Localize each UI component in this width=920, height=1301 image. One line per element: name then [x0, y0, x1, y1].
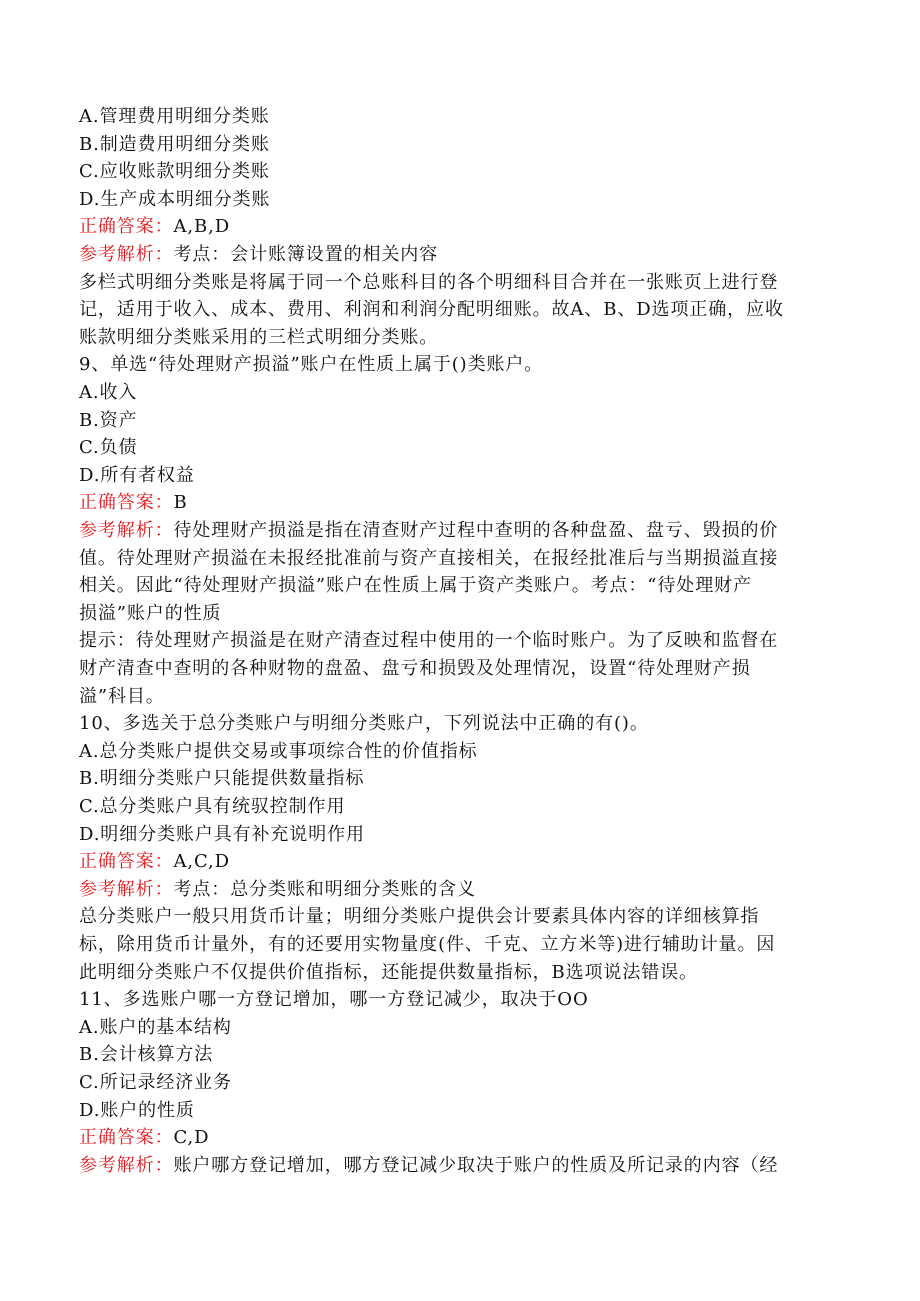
- answer-label: 参考解析：: [79, 1154, 174, 1176]
- line-text: 相关。因此“待处理财产损溢”账户在性质上属于资产类账户。考点：“待处理财产: [79, 575, 752, 597]
- answer-line: [79, 1124, 839, 1152]
- text-line: [79, 1097, 839, 1125]
- line-text: A.总分类账户提供交易或事项综合性的价值指标: [79, 740, 478, 762]
- text-line: [79, 931, 839, 959]
- answer-line: [79, 517, 839, 545]
- text-line: [79, 545, 839, 573]
- text-line: [79, 269, 839, 297]
- answer-label: 参考解析：: [79, 878, 174, 900]
- text-line: [79, 351, 839, 379]
- text-line: [79, 821, 839, 849]
- line-text: 待处理财产损溢是指在清查财产过程中查明的各种盘盈、盘亏、毁损的价: [173, 520, 779, 541]
- text-line: [79, 793, 839, 821]
- line-text: A.管理费用明细分类账: [79, 106, 270, 127]
- line-text: 溢”科目。: [79, 685, 165, 707]
- line-text: A,B,D: [173, 216, 231, 238]
- line-text: 标，除用货币计量外，有的还要用实物量度(件、千克、立方米等)进行辅助计量。因: [79, 934, 776, 955]
- line-text: D.所有者权益: [79, 464, 195, 486]
- answer-line: [79, 876, 839, 904]
- text-line: [79, 1041, 839, 1069]
- text-line: [79, 903, 839, 931]
- line-text: A.收入: [79, 382, 138, 403]
- line-text: D.账户的性质: [79, 1099, 195, 1121]
- line-text: D.生产成本明细分类账: [79, 188, 271, 210]
- line-text: 账款明细分类账采用的三栏式明细分类账。: [79, 326, 439, 348]
- line-text: C.应收账款明细分类账: [79, 161, 270, 183]
- text-line: [79, 959, 839, 987]
- line-text: B: [173, 492, 188, 514]
- text-line: [79, 738, 839, 766]
- line-text: 记，适用于收入、成本、费用、利润和利润分配明细账。故A、B、D选项正确，应收: [79, 299, 784, 321]
- line-text: C.总分类账户具有统驭控制作用: [79, 796, 346, 817]
- text-line: [79, 1014, 839, 1042]
- line-text: 财产清查中查明的各种财物的盘盈、盘亏和损毁及处理情况，设置“待处理财产损: [79, 658, 751, 679]
- answer-line: [79, 241, 839, 269]
- text-line: [79, 572, 839, 600]
- line-text: B.制造费用明细分类账: [79, 133, 270, 155]
- text-line: [79, 407, 839, 435]
- line-text: 账户哪方登记增加，哪方登记减少取决于账户的性质及所记录的内容（经: [173, 1154, 779, 1176]
- line-text: 多栏式明细分类账是将属于同一个总账科目的各个明细科目合并在一张账页上进行登: [79, 271, 779, 293]
- line-text: 9、单选“待处理财产损溢”账户在性质上属于()类账户。: [79, 354, 544, 376]
- text-line: [79, 986, 839, 1014]
- text-line: [79, 1069, 839, 1097]
- line-text: B.明细分类账户只能提供数量指标: [79, 768, 365, 790]
- answer-label: 参考解析：: [79, 244, 174, 265]
- text-line: [79, 765, 839, 793]
- text-line: [79, 379, 839, 407]
- answer-line: [79, 213, 839, 241]
- text-line: [79, 324, 839, 352]
- text-line: [79, 710, 839, 738]
- line-text: 损溢”账户的性质: [79, 602, 222, 624]
- line-text: A.账户的基本结构: [79, 1016, 232, 1038]
- text-line: [79, 683, 839, 711]
- answer-label: 正确答案：: [79, 851, 174, 873]
- answer-label: 参考解析：: [79, 520, 174, 541]
- line-text: C.所记录经济业务: [79, 1072, 232, 1093]
- line-text: D.明细分类账户具有补充说明作用: [79, 823, 365, 845]
- answer-label: 正确答案：: [79, 216, 174, 238]
- line-text: 考点：会计账簿设置的相关内容: [173, 244, 439, 265]
- answer-label: 正确答案：: [79, 1127, 174, 1149]
- line-text: 提示：待处理财产损溢是在财产清查过程中使用的一个临时账户。为了反映和监督在: [79, 630, 779, 652]
- text-line: [79, 296, 839, 324]
- answer-line: [79, 1152, 839, 1180]
- answer-line: [79, 848, 839, 876]
- text-line: [79, 131, 839, 159]
- line-text: 10、多选关于总分类账户与明细分类账户，下列说法中正确的有()。: [79, 713, 649, 735]
- line-text: 值。待处理财产损溢在未报经批准前与资产直接相关，在报经批准后与当期损溢直接: [79, 547, 779, 569]
- text-line: [79, 655, 839, 683]
- line-text: C.负债: [79, 437, 138, 459]
- answer-label: 正确答案：: [79, 492, 174, 514]
- text-line: [79, 462, 839, 490]
- line-text: B.资产: [79, 409, 138, 431]
- text-line: [79, 103, 839, 131]
- line-text: A,C,D: [173, 851, 231, 873]
- line-text: C,D: [173, 1127, 210, 1149]
- line-text: 考点：总分类账和明细分类账的含义: [173, 878, 476, 900]
- text-line: [79, 434, 839, 462]
- line-text: 11、多选账户哪一方登记增加，哪一方登记减少，取决于OO: [79, 989, 589, 1011]
- answer-line: [79, 489, 839, 517]
- line-text: B.会计核算方法: [79, 1044, 214, 1066]
- text-line: [79, 627, 839, 655]
- text-line: [79, 600, 839, 628]
- line-text: 总分类账户一般只用货币计量；明细分类账户提供会计要素具体内容的详细核算指: [79, 906, 760, 928]
- text-line: [79, 158, 839, 186]
- line-text: 此明细分类账户不仅提供价值指标，还能提供数量指标，B选项说法错误。: [79, 961, 698, 983]
- text-line: [79, 186, 839, 214]
